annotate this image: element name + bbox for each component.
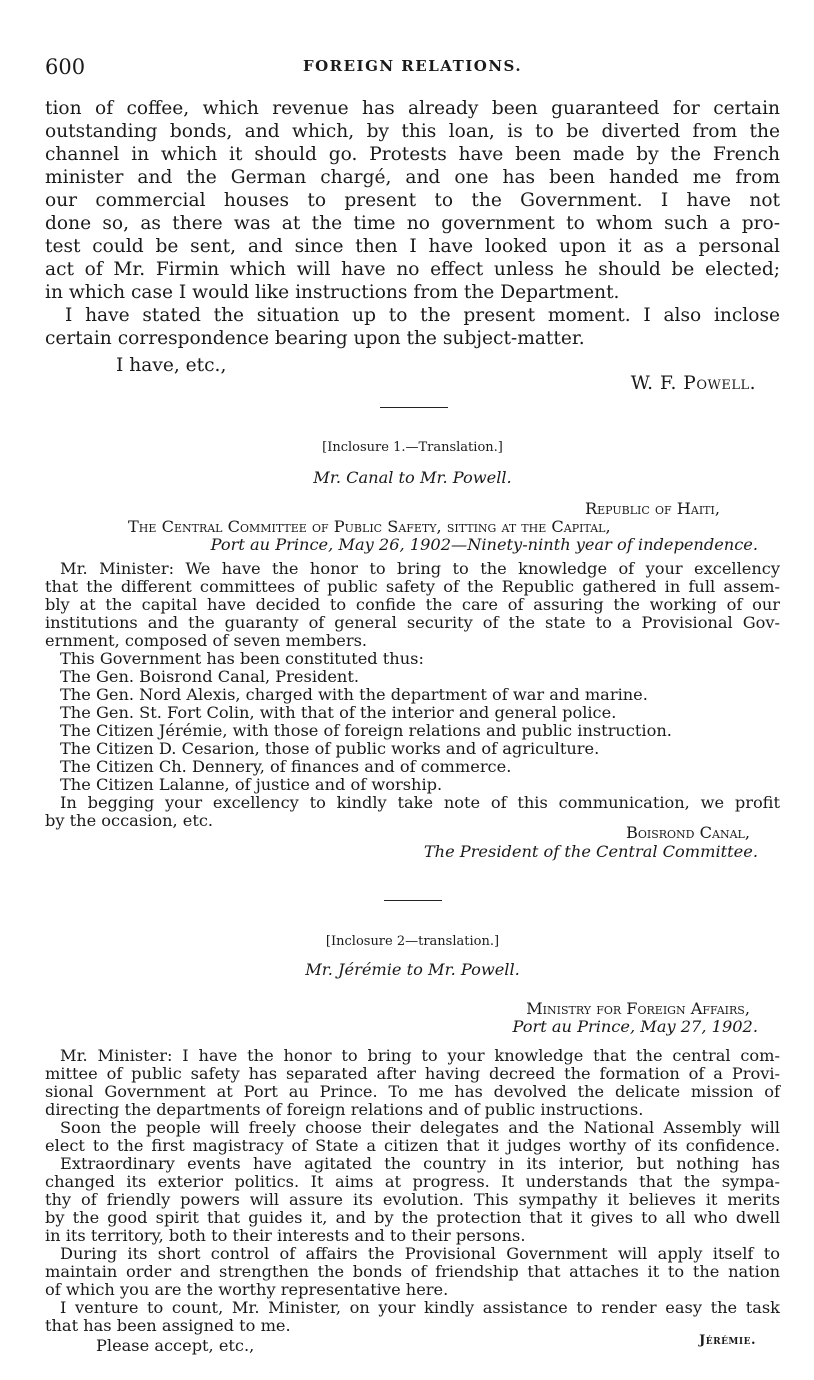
body-line: by the occasion, etc. [45,811,214,830]
letter-line: outstanding bonds, and which, by this loan, is to be diverted from the [45,121,780,142]
body-line: During its short control of affairs the Provisional Government will apply itself to [60,1244,780,1263]
letter-line: act of Mr. Firmin which will have no effect unless he should be elected; [45,259,780,280]
letter-line: minister and the German chargé, and one has been handed me from [45,167,780,188]
letter-line: certain correspondence bearing upon the subject-matter. [45,328,585,349]
body-line: The Gen. Nord Alexis, charged with the department of war and marine. [60,685,648,704]
signature-name: Boisrond Canal, [625,823,750,842]
body-line: Extraordinary events have agitated the country in its interior, but nothing has [60,1154,780,1173]
letter-line: done so, as there was at the time no government to whom such a pro- [45,213,780,234]
body-line: that the different committees of public safety of the Republic gathered in full assem- [45,577,780,596]
body-line: of which you are the worthy representative here. [45,1280,449,1299]
page-number: 600 [45,55,86,79]
running-title: FOREIGN RELATIONS. [302,57,523,75]
letter-signature: W. F. Powell. [630,373,756,394]
body-line: The Citizen Jérémie, with those of foreign relations and public instruction. [60,721,672,740]
address-line: The Central Committee of Public Safety, sitting at the Capital, [128,517,611,536]
body-line: In begging your excellency to kindly take note of this communication, we profit [60,793,780,812]
signature-title: The President of the Central Committee. [423,842,758,861]
body-line: that has been assigned to me. [45,1316,291,1335]
section-divider [380,407,448,408]
inclosure-heading: [Inclosure 1.—Translation.] [322,440,503,455]
address-line: Republic of Haiti, [584,499,720,518]
letter-line: tion of coffee, which revenue has already been guaranteed for certain [45,98,780,119]
body-line: Mr. Minister: I have the honor to bring to your knowledge that the central com- [60,1046,780,1065]
inclosure-heading: [Inclosure 2—translation.] [325,934,500,949]
letter-signature: Jérémie. [699,1333,756,1348]
body-line: ernment, composed of seven members. [45,631,368,650]
body-line: directing the departments of foreign relations and of public instructions. [45,1100,644,1119]
body-line: The Gen. St. Fort Colin, with that of the interior and general police. [60,703,617,722]
letter-line: in which case I would like instructions from the Department. [45,282,620,303]
body-line: This Government has been constituted thus: [60,649,424,668]
body-line: institutions and the guaranty of general security of the state to a Provisional Gov- [45,613,780,632]
body-line: bly at the capital have decided to confide the care of assuring the working of our [45,595,780,614]
body-line: The Citizen D. Cesarion, those of public works and of agriculture. [60,739,600,758]
inclosure-title: Mr. Jérémie to Mr. Powell. [305,960,520,979]
body-line: mittee of public safety has separated after having decreed the formation of a Provi- [45,1064,780,1083]
address-line: Ministry for Foreign Affairs, [526,999,750,1018]
body-line: elect to the first magistracy of State a citizen that it judges worthy of its confidence. [45,1136,780,1155]
body-line: The Citizen Ch. Dennery, of finances and of commerce. [60,757,512,776]
body-line: I venture to count, Mr. Minister, on your kindly assistance to render easy the task [60,1298,780,1317]
body-line: Mr. Minister: We have the honor to bring to the knowledge of your excellency [60,559,780,578]
body-line: sional Government at Port au Prince. To me has devolved the delicate mission of [45,1082,780,1101]
body-line: Soon the people will freely choose their delegates and the National Assembly will [60,1118,780,1137]
body-line: The Gen. Boisrond Canal, President. [60,667,360,686]
dateline: Port au Prince, May 27, 1902. [512,1017,758,1036]
inclosure-title: Mr. Canal to Mr. Powell. [313,468,512,487]
section-divider [384,900,442,901]
letter-line: test could be sent, and since then I have looked upon it as a personal [45,236,780,257]
letter-line: channel in which it should go. Protests have been made by the French [45,144,780,165]
running-head [45,55,780,79]
body-line: thy of friendly powers will assure its evolution. This sympathy it believes it merits [45,1190,780,1209]
body-line: maintain order and strengthen the bonds of friendship that attaches it to the nation [45,1262,780,1281]
dateline: Port au Prince, May 26, 1902—Ninety-ninth year of independence. [210,535,758,554]
letter-line: I have stated the situation up to the present moment. I also inclose [65,305,780,326]
letter-closing: Please accept, etc., [96,1336,255,1355]
body-line: by the good spirit that guides it, and by the protection that it gives to all who dwell [45,1208,780,1227]
body-line: changed its exterior politics. It aims at progress. It understands that the sympa- [45,1172,780,1191]
body-line: in its territory, both to their interests and to their persons. [45,1226,526,1245]
letter-closing: I have, etc., [116,355,227,376]
letter-line: our commercial houses to present to the Government. I have not [45,190,780,211]
body-line: The Citizen Lalanne, of justice and of worship. [60,775,443,794]
